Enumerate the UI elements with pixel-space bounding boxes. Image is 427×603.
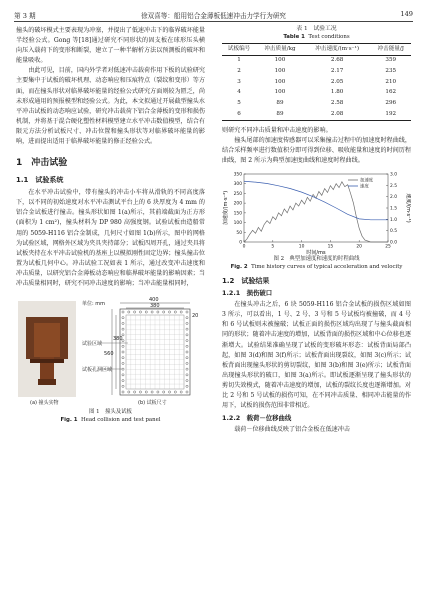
y2-tick-label: 0.0 — [390, 240, 397, 246]
bolt-hole — [186, 368, 188, 370]
bolt-hole — [122, 345, 124, 347]
label-test-area: 试验区域 — [82, 341, 103, 348]
table-cell: 5 — [237, 100, 241, 107]
bolt-hole — [186, 322, 188, 324]
table-row — [222, 77, 411, 88]
y2-tick-label: 3.0 — [390, 172, 397, 178]
table-1-title-cn: 表 1 试验工况 — [296, 26, 337, 32]
bolt-hole — [145, 311, 147, 313]
accel-velocity-chart — [222, 168, 411, 256]
figure-2-caption-cn: 图 2 典型加速度和速度的时程曲线 — [273, 256, 360, 263]
table-cell: 100 — [274, 57, 286, 64]
table-header-cell: 试板编号 — [227, 45, 251, 52]
legend-label: 加速度 — [360, 178, 374, 184]
bolt-hole — [186, 345, 188, 347]
load-displacement-paragraph: 载荷－位移曲线反映了铝合金板在低速冲击 — [234, 426, 350, 434]
table-cell: 6 — [237, 110, 241, 117]
series-line-acceleration — [244, 182, 388, 242]
table-cell: 2.08 — [330, 110, 344, 117]
x-axis-label: 时间/ms — [306, 250, 326, 257]
bolt-hole — [122, 374, 124, 376]
bolt-hole — [145, 391, 147, 393]
dim-400: 400 — [149, 297, 159, 304]
y-tick-label: 100 — [233, 221, 242, 227]
y2-tick-label: 1.0 — [390, 218, 397, 224]
legend-label: 速度 — [360, 184, 369, 190]
test-conditions-table — [222, 43, 411, 121]
bolt-hole — [122, 391, 124, 393]
table-row — [222, 66, 411, 77]
x-tick-label: 25 — [385, 244, 391, 250]
figure-2-caption-en — [222, 264, 411, 272]
table-1-title-en — [222, 34, 411, 42]
y-axis-label-right: 速度/(m·s⁻¹) — [405, 193, 411, 223]
figure-2-caption-en-text: Time history curves of typical acceleration and velocity — [251, 263, 403, 270]
y-tick-label: 0 — [239, 240, 242, 246]
table-header-row — [222, 44, 411, 56]
y-tick-label: 350 — [233, 172, 242, 178]
bolt-hole — [174, 391, 176, 393]
chart-series — [244, 181, 388, 242]
bolt-hole — [186, 380, 188, 382]
left-column — [16, 26, 205, 424]
section-1-2-heading: 1.2 试验结果 — [222, 277, 270, 286]
bolt-hole — [186, 351, 188, 353]
table-cell: 2.58 — [330, 100, 344, 107]
bolt-hole — [186, 374, 188, 376]
unit-label: 单位: mm — [82, 301, 106, 308]
bolt-hole — [122, 368, 124, 370]
table-cell: 89 — [276, 110, 284, 117]
running-title: 徐双喜等：船用铝合金薄板低速冲击力学行为研究 — [140, 12, 287, 20]
bolt-hole — [122, 322, 124, 324]
y-tick-label: 50 — [236, 230, 242, 236]
y2-tick-label: 2.5 — [390, 184, 397, 190]
figure-1 — [16, 295, 205, 424]
table-cell: 4 — [237, 89, 241, 96]
subcaption-b: (b) 试板尺寸 — [138, 400, 167, 406]
page-number: 149 — [400, 10, 413, 18]
bolt-hole — [168, 311, 170, 313]
table-cell: 210 — [385, 78, 397, 85]
dim-20: 20 — [192, 313, 199, 320]
y-axis-label-left: 加速度/(m·s⁻²) — [223, 191, 229, 226]
intro-paragraph-2: 由此可见，目前，国内外学者对低速冲击载荷作用下板的试验研究主要集中于试板的破坏机理、动态响应和压痕特点（裂纹和变形）等方面，而在撞头形状对临界破坏能量的经验公式研究方面则较为匮乏，尚未形成通用的预报模型和经验公式。为此，本文拟通过开展截型撞头水平冲击试板的动态响应试验，研究冲击载荷下铝合金薄板的变形和损伤机制，并将基于混合硬化塑性材料模型建立水平冲击数值模型，结合有限元方法分析试板尺寸、冲击位置和撞头形状等对临界破坏能量的影响，进而提出适用于临界破坏能量的修正经验公式。 — [16, 67, 205, 146]
section-1-2-2-heading: 1.2.2 载荷－位移曲线 — [222, 414, 292, 423]
bolt-hole — [180, 391, 182, 393]
figure-1-label-en: Fig. 1 — [60, 416, 78, 423]
bolt-hole — [186, 391, 188, 393]
subcaption-a: (a) 撞头实物 — [30, 400, 59, 406]
bolt-hole — [122, 385, 124, 387]
y2-tick-label: 1.5 — [390, 206, 397, 212]
table-row — [222, 109, 411, 120]
x-tick-label: 5 — [271, 244, 275, 250]
table-row — [222, 98, 411, 109]
running-header — [14, 8, 413, 22]
bolt-hole — [163, 311, 165, 313]
y-tick-label: 300 — [233, 182, 242, 188]
y2-tick-label: 0.5 — [390, 229, 397, 235]
bolt-hole — [122, 317, 124, 319]
table-cell: 2.68 — [330, 57, 344, 64]
bolt-hole — [128, 311, 130, 313]
bolt-hole — [186, 328, 188, 330]
table-1-title-en-text: Test conditions — [308, 33, 350, 40]
bolt-hole — [174, 311, 176, 313]
table-cell: 89 — [276, 100, 284, 107]
figure-1-graphic — [16, 295, 205, 405]
table-cell: 2 — [237, 67, 241, 74]
bolt-hole — [134, 391, 136, 393]
table-cell: 2.05 — [330, 78, 344, 85]
after-table-paragraph: 则研究不同冲击质量和冲击速度的影响。 — [222, 126, 332, 134]
bolt-hole — [122, 328, 124, 330]
chart-legend — [348, 177, 374, 190]
table-cell: 3 — [237, 78, 241, 85]
x-tick-label: 0 — [242, 244, 246, 250]
bolt-hole — [139, 311, 141, 313]
bolt-hole — [122, 380, 124, 382]
intro-paragraph-1: 撞头的破坏模式主要表现为冲塞，并提出了低速冲击下的临界破坏能量半经验公式。Gong 等[18]通过研究不同形状的固支板在球形压头横向压入载荷下的变形和断裂，建立了一种半解析方法以预测板的破坏和能量吸收。 — [16, 27, 205, 65]
figure-2-label-en: Fig. 2 — [230, 263, 248, 270]
section-1-1-heading: 1.1 试验系统 — [16, 176, 64, 185]
table-row — [222, 55, 411, 66]
bolt-hole — [122, 357, 124, 359]
test-area-grid — [126, 315, 184, 389]
table-cell: 1 — [237, 57, 241, 64]
issue-label: 第 3 期 — [14, 12, 36, 20]
damage-paragraph: 在撞头冲击之后，6 块 5059-H116 铝合金试板的损伤区域如图 3 所示，可以看出，1 号、2 号、3 号和 5 号试板均被撞破，而 4 号和 6 号试板则未被撞破；试板正面的损伤区域均出现了与撞头截面相同的形状；随着冲击速度的增加，试板背面的损伤区域和中心位移也逐渐增大。试验结果准确呈现了试板的变形破坏形态：试板背面局部凸起，如图 3(d)和图 3(f)所示；试板背面出现裂纹，如图 3(c)所示；试板背面出现撞头形状的剪切裂纹，如图 3(b)和图 3(e)所示；试板背面出现撞头形状的破口，如图 3(a)所示。即试板逐渐呈现了撞头形状的剪切失效模式，随着冲击速度的增加，试板的裂纹长度也逐渐增加。对比 2 号和 5 号试板的损伤可知，在不同冲击质量、相同冲击能量的作用下，试板的损伤范围非常相近。 — [222, 301, 411, 410]
bolt-hole — [186, 357, 188, 359]
dim-380-vertical: 380 — [113, 336, 123, 343]
bolt-hole — [157, 311, 159, 313]
bolt-hole — [139, 391, 141, 393]
bolt-hole — [122, 351, 124, 353]
impact-head-photo — [18, 301, 76, 397]
section-1-2-1-heading: 1.2.1 损伤破口 — [222, 289, 273, 298]
dim-380: 380 — [150, 303, 160, 310]
table-1-label-en: Table 1 — [283, 33, 305, 40]
bolt-hole — [122, 362, 124, 364]
figure-1-caption-en — [16, 417, 205, 425]
table-cell: 2.17 — [330, 67, 344, 74]
table-header-cell: 冲击速度/(m·s⁻¹) — [315, 45, 360, 52]
dim-560: 560 — [104, 351, 114, 358]
table-cell: 1.80 — [330, 89, 344, 96]
bolt-hole — [134, 311, 136, 313]
bolt-hole — [151, 391, 153, 393]
table-cell: 100 — [274, 78, 286, 85]
y-tick-label: 200 — [233, 201, 242, 207]
x-tick-label: 15 — [327, 244, 334, 250]
bolt-hole — [163, 391, 165, 393]
table-cell: 100 — [274, 67, 286, 74]
table-row — [222, 88, 411, 99]
table-header-cell: 冲击能量/J — [377, 45, 405, 52]
bolt-hole — [186, 334, 188, 336]
bolt-hole — [168, 391, 170, 393]
label-hole-area: 试板孔洞区域 — [82, 367, 113, 374]
table-cell: 162 — [385, 89, 397, 96]
table-cell: 296 — [385, 100, 397, 107]
system-paragraph: 在水平冲击试验中，带有撞头的冲击小车将从滑轨的不同高度落下，以不同的初始速度对水平冲击测试平台上的 6 块厚度为 4 mm 的铝合金试板进行撞击。撞头形状如图 1(a)所示，其前端截面为正方形(面积为 1 cm²)，撞头材料为 DP 980 高强度钢。试验试板由造船常用的 5059-H116 铝合金制成，几何尺寸如图 1(b)所示，图中的网格为试验区域，网格外区域为夹具夹持部分；试板四周开孔，通过夹具将试板夹持在水平冲击试验机的基座上以模拟刚性固定边界；撞头撞击位置为试板几何中心。冲击试验工况如表 1 所示，通过改变冲击速度和冲击质量，以研究铝合金薄板动态响应和临界破坏能量的影响因素；当冲击质量相同时，研究不同冲击速度的影响；当冲击能量相同时， — [16, 189, 205, 287]
x-tick-label: 10 — [298, 244, 305, 250]
y2-tick-label: 2.0 — [390, 195, 397, 201]
figure-1-caption-en-text: Head collision and test panel — [80, 416, 161, 423]
figure-1-caption-cn: 图 1 撞头及试板 — [89, 409, 132, 416]
bolt-hole — [186, 317, 188, 319]
x-tick-label: 20 — [356, 244, 362, 250]
bolt-hole — [186, 362, 188, 364]
bolt-hole — [180, 311, 182, 313]
bolt-hole — [122, 311, 124, 313]
table-cell: 359 — [385, 57, 397, 64]
section-1-heading: 1 冲击试验 — [16, 158, 68, 169]
table-cell: 235 — [385, 67, 397, 74]
y-tick-label: 250 — [233, 192, 242, 198]
bolt-hole — [186, 311, 188, 313]
table-header-cell: 冲击质量/kg — [264, 45, 296, 52]
bolt-hole — [128, 391, 130, 393]
acceleration-paragraph: 撞头尾部的加速度传感器可以采集撞击过程中的加速度时程曲线，结合采样频率进行数值积分即可得到位移、吸收能量和速度的时间历程曲线，图 2 所示为典型加速度曲线和速度时程曲线。 — [222, 136, 411, 165]
table-cell: 100 — [274, 89, 286, 96]
y-tick-label: 150 — [233, 211, 242, 217]
bolt-hole — [186, 340, 188, 342]
right-column — [222, 26, 411, 435]
bolt-hole — [186, 385, 188, 387]
bolt-hole — [157, 391, 159, 393]
table-cell: 192 — [385, 110, 397, 117]
bolt-hole — [151, 311, 153, 313]
